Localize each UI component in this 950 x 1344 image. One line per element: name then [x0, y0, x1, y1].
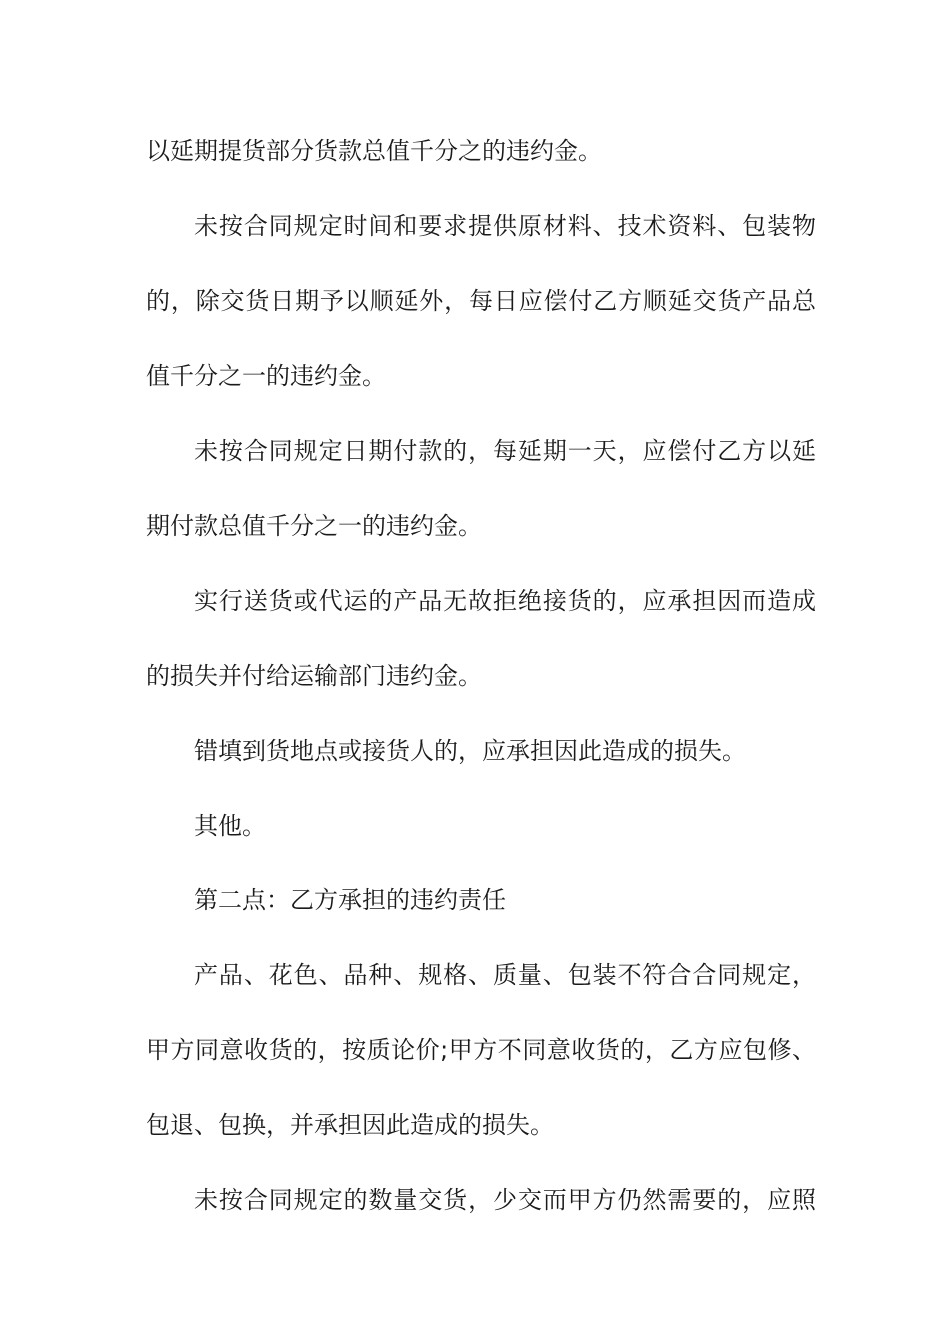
text-line-4: 值千分之一的违约金。 [146, 362, 386, 390]
text-line-6: 期付款总值千分之一的违约金。 [146, 512, 482, 540]
text-line-8: 的损失并付给运输部门违约金。 [146, 662, 482, 690]
text-line-5: 未按合同规定日期付款的，每延期一天，应偿付乙方以延 [194, 437, 816, 465]
text-line-2: 未按合同规定时间和要求提供原材料、技术资料、包装物 [194, 212, 816, 240]
text-line-10: 其他。 [194, 812, 266, 840]
text-line-7: 实行送货或代运的产品无故拒绝接货的，应承担因而造成 [194, 587, 816, 615]
text-line-9: 错填到货地点或接货人的，应承担因此造成的损失。 [194, 737, 746, 765]
text-line-14: 包退、包换，并承担因此造成的损失。 [146, 1111, 554, 1139]
section-heading: 第二点：乙方承担的违约责任 [194, 886, 506, 914]
text-line-3: 的，除交货日期予以顺延外，每日应偿付乙方顺延交货产品总 [146, 287, 816, 315]
text-line-13: 甲方同意收货的，按质论价;甲方不同意收货的，乙方应包修、 [146, 1036, 816, 1064]
text-line-12: 产品、花色、品种、规格、质量、包装不符合合同规定， [194, 961, 816, 989]
text-line-15: 未按合同规定的数量交货，少交而甲方仍然需要的，应照 [194, 1186, 816, 1214]
text-line-1: 以延期提货部分货款总值千分之的违约金。 [146, 137, 602, 165]
